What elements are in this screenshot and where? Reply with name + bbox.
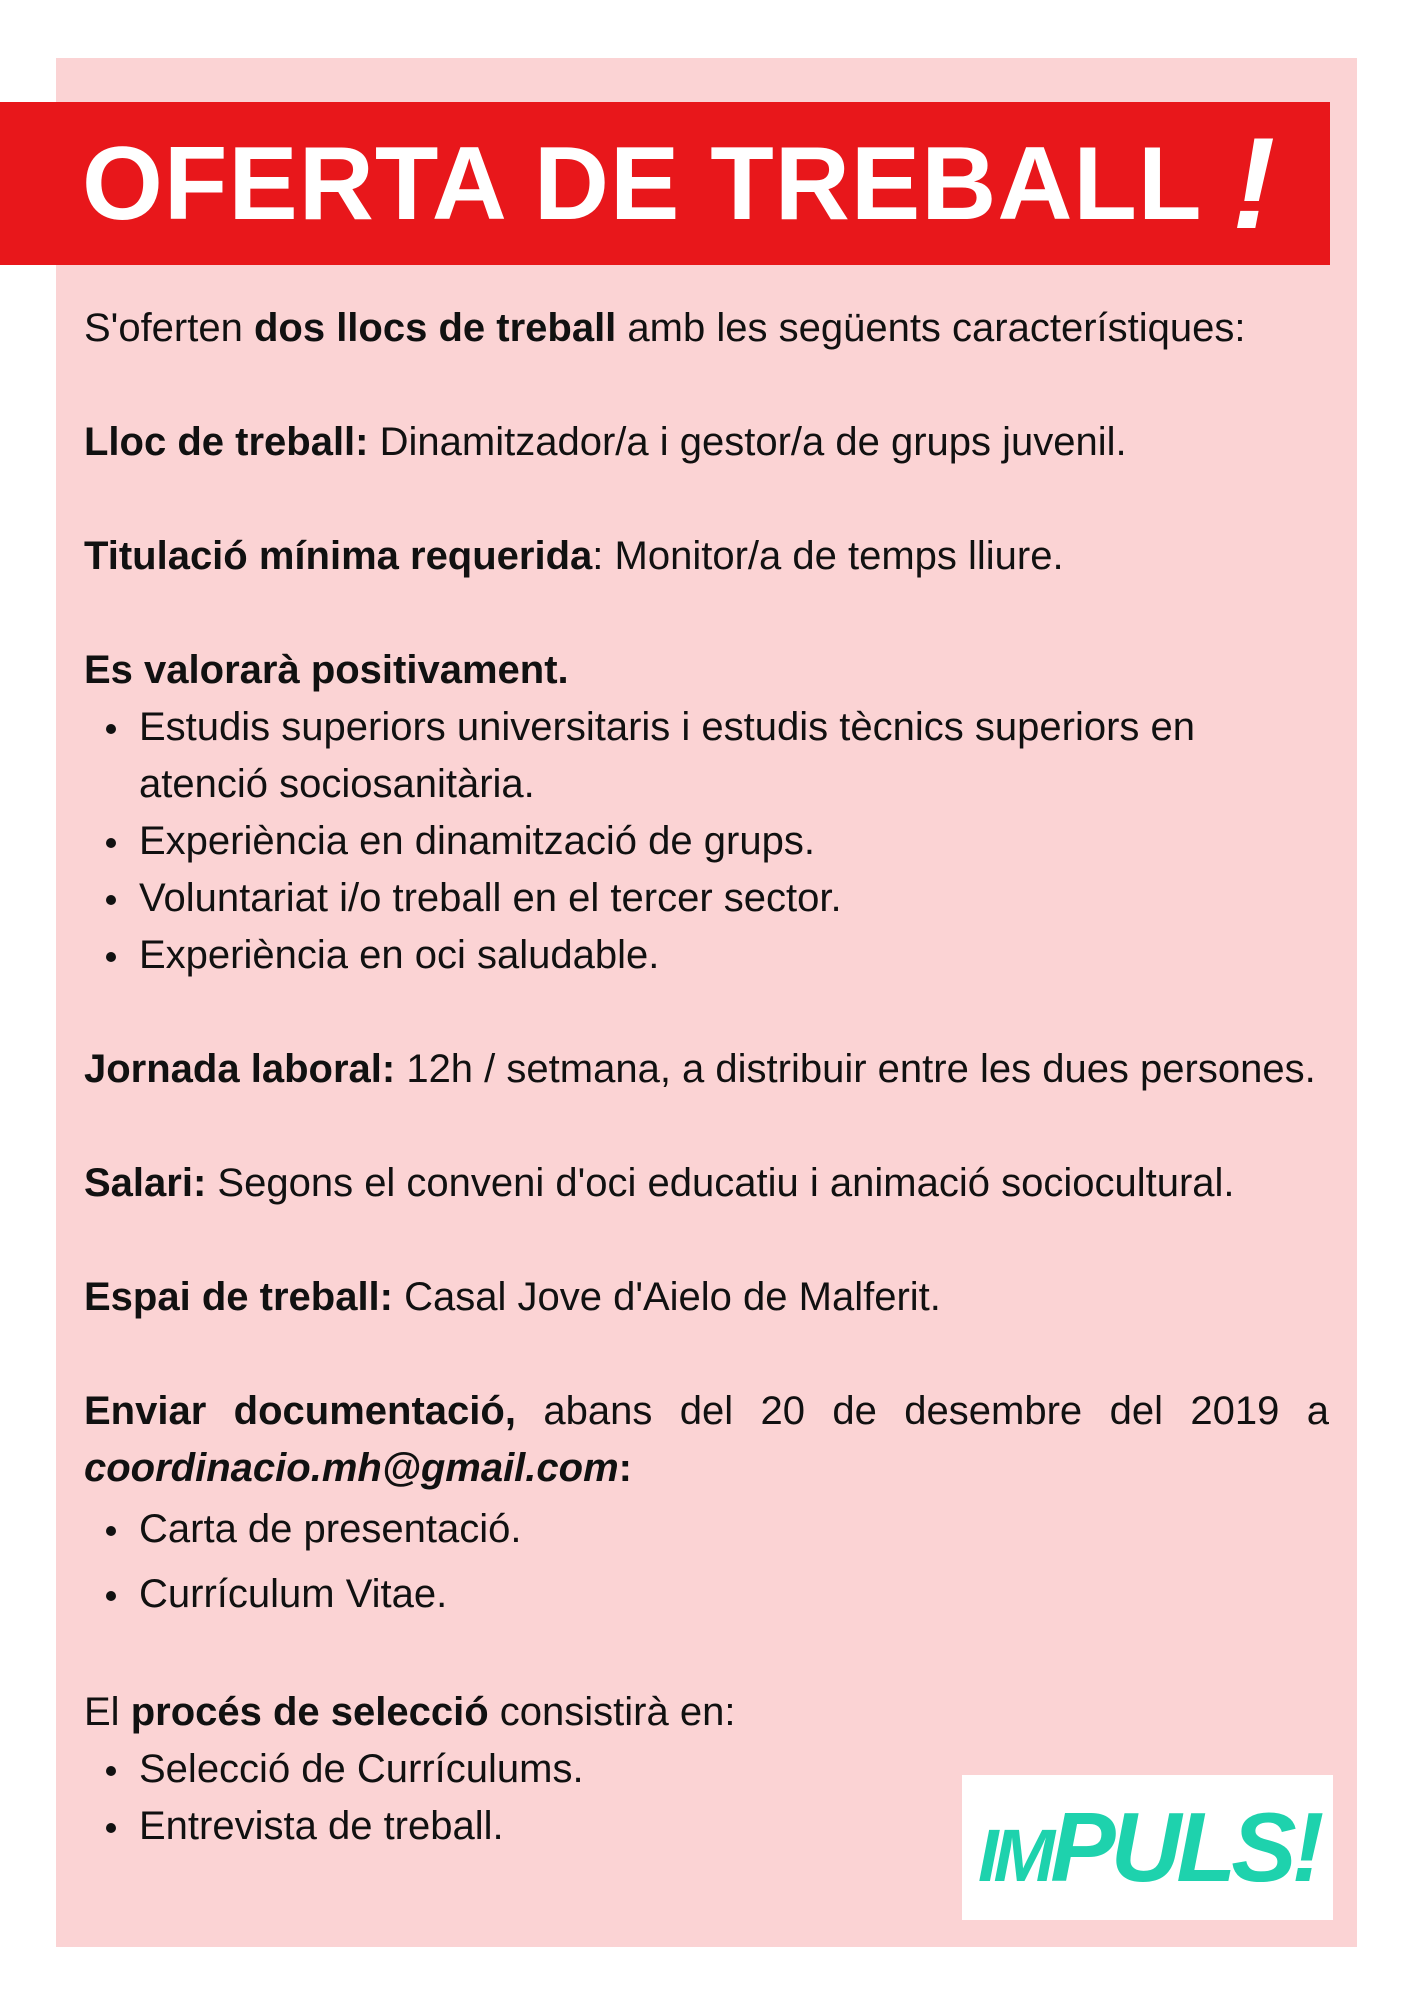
title-banner bbox=[0, 102, 1330, 265]
qualification-value: : Monitor/a de temps lliure. bbox=[592, 534, 1064, 578]
impuls-logo bbox=[962, 1775, 1333, 1920]
salary-paragraph bbox=[84, 1155, 1329, 1212]
email-address: coordinacio.mh@gmail.com bbox=[84, 1446, 619, 1490]
list-item: Estudis superiors universitaris i estudis tècnics superiors en atenció sociosanitària. bbox=[84, 699, 1329, 813]
list-item: Currículum Vitae. bbox=[84, 1562, 1329, 1627]
list-item: Carta de presentació. bbox=[84, 1497, 1329, 1562]
valued-heading: Es valorarà positivament. bbox=[84, 648, 569, 692]
offer-content bbox=[84, 300, 1329, 1855]
salary-label: Salari: bbox=[84, 1161, 207, 1205]
send-label: Enviar documentació, bbox=[84, 1389, 516, 1433]
send-value: abans del 20 de desembre del 2019 a bbox=[515, 1389, 1329, 1433]
intro-paragraph: S'oferten dos llocs de treball amb les següents característiques: bbox=[84, 306, 1246, 350]
schedule-value: 12h / setmana, a distribuir entre les dues persones. bbox=[395, 1047, 1316, 1091]
selection-paragraph: El procés de selecció consistirà en: bbox=[84, 1690, 736, 1734]
qualification-label: Titulació mínima requerida bbox=[84, 534, 593, 578]
valued-list bbox=[84, 699, 1329, 984]
job-value: Dinamitzador/a i gestor/a de grups juvenil. bbox=[368, 420, 1127, 464]
schedule-paragraph bbox=[84, 1041, 1329, 1098]
documents-list bbox=[84, 1497, 1329, 1627]
schedule-label: Jornada laboral: bbox=[84, 1047, 396, 1091]
list-item: Experiència en dinamització de grups. bbox=[84, 813, 1329, 870]
job-paragraph bbox=[84, 414, 1329, 471]
workplace-label: Espai de treball: bbox=[84, 1275, 393, 1319]
page-title: OFERTA DE TREBALL bbox=[82, 126, 1203, 242]
list-item: Entrevista de treball. bbox=[84, 1798, 1329, 1855]
workplace-value: Casal Jove d'Aielo de Malferit. bbox=[392, 1275, 941, 1319]
salary-value: Segons el conveni d'oci educatiu i animació sociocultural. bbox=[206, 1161, 1235, 1205]
workplace-paragraph bbox=[84, 1269, 1329, 1326]
list-item: Selecció de Currículums. bbox=[84, 1741, 1329, 1798]
job-label: Lloc de treball: bbox=[84, 420, 369, 464]
logo-wordmark: IMPULS! bbox=[978, 1792, 1320, 1902]
title-exclamation: ! bbox=[1232, 110, 1276, 256]
list-item: Voluntariat i/o treball en el tercer sector. bbox=[84, 870, 1329, 927]
qualification-paragraph bbox=[84, 528, 1329, 585]
list-item: Experiència en oci saludable. bbox=[84, 927, 1329, 984]
send-paragraph: Enviar documentació, abans del 20 de desembre del 2019 a coordinacio.mh@gmail.com: bbox=[84, 1389, 1329, 1490]
